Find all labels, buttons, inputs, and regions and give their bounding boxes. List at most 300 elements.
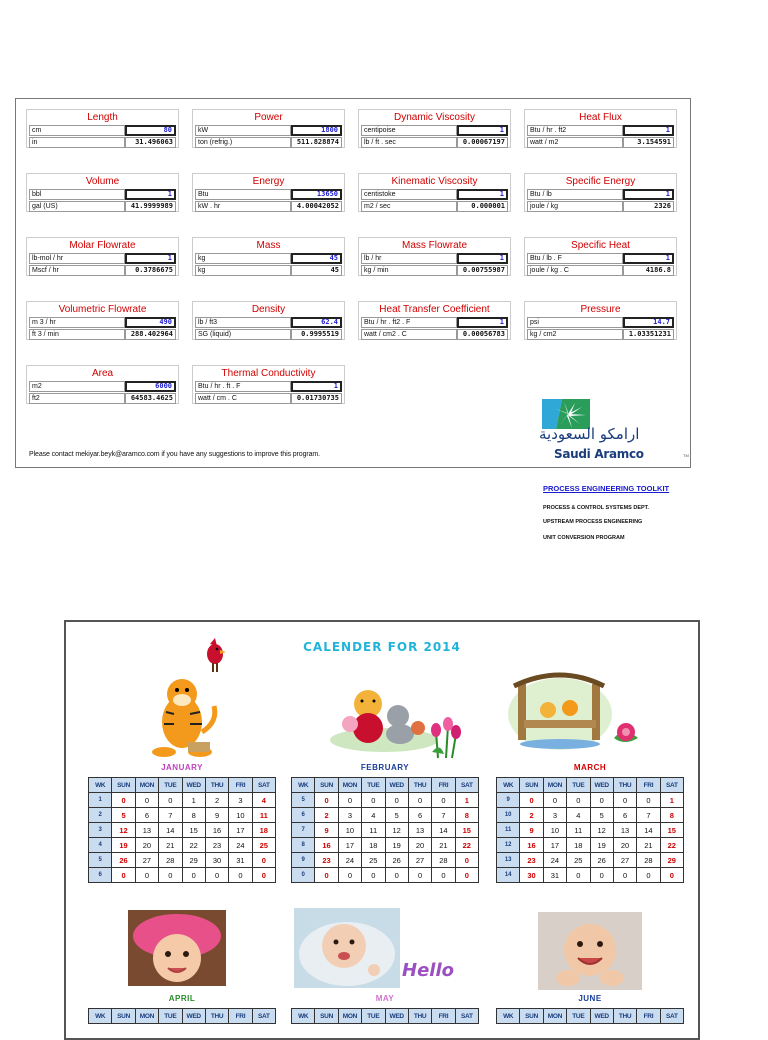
weekday-header: MON — [135, 778, 158, 793]
day-cell: 3 — [338, 808, 361, 823]
day-cell: 27 — [613, 853, 636, 868]
to-unit-select[interactable]: ft 3 / min — [29, 329, 125, 340]
day-cell: 11 — [252, 808, 275, 823]
from-value-input[interactable]: 1800 — [291, 125, 342, 136]
converted-value: 41.9999989 — [125, 201, 176, 212]
month-table — [88, 777, 276, 883]
conversion-title: Heat Flux — [579, 112, 622, 123]
day-cell: 0 — [315, 868, 338, 883]
conversion-box — [192, 301, 345, 340]
day-cell: 19 — [590, 838, 613, 853]
cardinal-bird-picture — [202, 638, 228, 674]
from-unit-select[interactable]: Btu / hr . ft . F — [195, 381, 291, 392]
month-table — [496, 777, 684, 883]
from-unit-select[interactable]: m2 — [29, 381, 125, 392]
conversion-title: Specific Heat — [571, 240, 630, 251]
conversion-box — [524, 173, 677, 212]
day-cell: 24 — [543, 853, 566, 868]
day-cell: 2 — [520, 808, 543, 823]
from-value-input[interactable]: 490 — [125, 317, 176, 328]
day-cell: 26 — [590, 853, 613, 868]
rose-flower-picture — [610, 718, 642, 748]
from-value-input[interactable]: 80 — [125, 125, 176, 136]
day-cell: 17 — [543, 838, 566, 853]
day-cell: 0 — [455, 853, 478, 868]
from-value-input[interactable]: 14.7 — [623, 317, 674, 328]
conversion-box — [26, 301, 179, 340]
from-unit-select[interactable]: lb / ft3 — [195, 317, 291, 328]
weekday-header: WK — [292, 778, 315, 793]
to-unit-select[interactable]: kg — [195, 265, 291, 276]
to-unit-select[interactable]: m2 / sec — [361, 201, 457, 212]
weekday-header: SAT — [660, 778, 683, 793]
weekday-header: TUE — [567, 1009, 590, 1024]
day-cell: 12 — [385, 823, 408, 838]
from-unit-select[interactable]: kg — [195, 253, 291, 264]
conversion-output-row — [527, 201, 674, 212]
day-cell: 19 — [112, 838, 135, 853]
day-cell: 0 — [135, 793, 158, 808]
week-row — [292, 838, 479, 853]
week-number: 1 — [89, 793, 112, 808]
day-cell: 26 — [112, 853, 135, 868]
calendar-panel — [64, 620, 700, 1040]
from-unit-select[interactable]: cm — [29, 125, 125, 136]
weekday-header: THU — [205, 1009, 228, 1024]
day-cell: 18 — [567, 838, 590, 853]
from-value-input[interactable]: 1 — [125, 253, 176, 264]
weekday-header: TUE — [567, 778, 590, 793]
day-cell: 1 — [455, 793, 478, 808]
conversion-output-row — [29, 201, 176, 212]
day-cell: 2 — [205, 793, 228, 808]
day-cell: 10 — [229, 808, 252, 823]
weekday-header: TUE — [159, 1009, 182, 1024]
day-cell: 0 — [229, 868, 252, 883]
day-cell: 8 — [182, 808, 205, 823]
weekday-header: THU — [613, 1009, 636, 1024]
day-cell: 0 — [637, 793, 660, 808]
day-cell: 0 — [660, 868, 683, 883]
from-value-input[interactable]: 1 — [623, 125, 674, 136]
from-value-input[interactable]: 62.4 — [291, 317, 342, 328]
day-cell: 17 — [338, 838, 361, 853]
conversion-title: Pressure — [580, 304, 621, 315]
week-row — [292, 853, 479, 868]
day-cell: 5 — [385, 808, 408, 823]
to-unit-select[interactable]: kW . hr — [195, 201, 291, 212]
conversion-box — [358, 301, 511, 340]
from-value-input[interactable]: 1 — [291, 381, 342, 392]
weekday-header: SUN — [520, 778, 543, 793]
conversion-output-row — [195, 137, 342, 148]
conversion-input-row — [527, 317, 674, 328]
day-cell: 13 — [135, 823, 158, 838]
day-cell: 0 — [362, 793, 385, 808]
conversion-output-row — [29, 329, 176, 340]
week-row — [292, 868, 479, 883]
week-row — [497, 868, 684, 883]
day-cell: 0 — [637, 868, 660, 883]
weekday-header: MON — [543, 1009, 566, 1024]
week-row — [89, 868, 276, 883]
day-cell: 18 — [252, 823, 275, 838]
day-cell: 0 — [362, 868, 385, 883]
day-cell: 25 — [362, 853, 385, 868]
day-cell: 0 — [159, 793, 182, 808]
conversion-input-row — [29, 381, 176, 392]
to-unit-select[interactable]: SG (liquid) — [195, 329, 291, 340]
weekday-header: FRI — [432, 778, 455, 793]
day-cell: 0 — [567, 793, 590, 808]
day-cell: 0 — [315, 793, 338, 808]
converted-value: 0.9995519 — [291, 329, 342, 340]
conversion-box — [26, 173, 179, 212]
converted-value: 4.00042052 — [291, 201, 342, 212]
from-value-input[interactable]: 1 — [623, 253, 674, 264]
conversion-output-row — [527, 265, 674, 276]
from-value-input[interactable]: 45 — [291, 253, 342, 264]
weekday-header: FRI — [637, 1009, 660, 1024]
month-name: FEBRUARY — [360, 763, 410, 772]
aramco-english-logo-text: Saudi Aramco — [554, 447, 644, 461]
to-unit-select[interactable]: joule / kg — [527, 201, 623, 212]
conversion-box — [192, 109, 345, 148]
day-cell: 24 — [338, 853, 361, 868]
week-number: 5 — [89, 853, 112, 868]
day-cell: 6 — [135, 808, 158, 823]
day-cell: 7 — [159, 808, 182, 823]
to-unit-select[interactable]: watt / m2 — [527, 137, 623, 148]
baby-in-blanket-photo — [294, 908, 400, 988]
week-row — [89, 838, 276, 853]
conversion-input-row — [195, 381, 342, 392]
day-cell: 12 — [590, 823, 613, 838]
day-cell: 23 — [205, 838, 228, 853]
conversion-input-row — [527, 189, 674, 200]
conversion-output-row — [195, 265, 342, 276]
day-cell: 0 — [613, 793, 636, 808]
dept-label: PROCESS & CONTROL SYSTEMS DEPT. — [543, 505, 649, 511]
baby-in-hat-photo — [128, 910, 226, 986]
toolkit-link[interactable]: PROCESS ENGINEERING TOOLKIT — [543, 484, 670, 493]
day-cell: 19 — [385, 838, 408, 853]
from-unit-select[interactable]: centipoise — [361, 125, 457, 136]
weekday-header: MON — [338, 1009, 361, 1024]
month-table — [291, 777, 479, 883]
conversion-title: Energy — [252, 176, 285, 187]
day-cell: 14 — [432, 823, 455, 838]
converted-value: 4186.8 — [623, 265, 674, 276]
day-cell: 22 — [182, 838, 205, 853]
conversion-title: Mass Flowrate — [401, 240, 467, 251]
weekday-header: WK — [292, 1009, 315, 1024]
weekday-header: MON — [543, 778, 566, 793]
week-row — [89, 793, 276, 808]
conversion-title: Volume — [85, 176, 120, 187]
day-cell: 0 — [112, 868, 135, 883]
from-unit-select[interactable]: m 3 / hr — [29, 317, 125, 328]
from-value-input[interactable]: 1 — [457, 317, 508, 328]
week-number: 7 — [292, 823, 315, 838]
day-cell: 31 — [229, 853, 252, 868]
day-cell: 0 — [205, 868, 228, 883]
day-cell: 28 — [159, 853, 182, 868]
weekday-header: SAT — [252, 1009, 275, 1024]
converted-value: 0.000001 — [457, 201, 508, 212]
weekday-header-row — [89, 1009, 276, 1024]
week-number: 4 — [89, 838, 112, 853]
week-number: 11 — [497, 823, 520, 838]
day-cell: 16 — [205, 823, 228, 838]
weekday-header: FRI — [229, 1009, 252, 1024]
to-unit-select[interactable]: gal (US) — [29, 201, 125, 212]
weekday-header-row — [292, 778, 479, 793]
day-cell: 8 — [660, 808, 683, 823]
from-value-input[interactable]: 13650 — [291, 189, 342, 200]
from-unit-select[interactable]: psi — [527, 317, 623, 328]
from-unit-select[interactable]: lb-mol / hr — [29, 253, 125, 264]
to-unit-select[interactable]: watt / cm . C — [195, 393, 291, 404]
day-cell: 21 — [637, 838, 660, 853]
conversion-output-row — [29, 393, 176, 404]
day-cell: 0 — [520, 793, 543, 808]
conversion-title: Length — [87, 112, 118, 123]
day-cell: 14 — [159, 823, 182, 838]
to-unit-select[interactable]: kg / cm2 — [527, 329, 623, 340]
to-unit-select[interactable]: joule / kg . C — [527, 265, 623, 276]
conversion-title: Heat Transfer Coefficient — [379, 304, 490, 315]
day-cell: 22 — [660, 838, 683, 853]
day-cell: 16 — [520, 838, 543, 853]
converted-value: 64583.4625 — [125, 393, 176, 404]
day-cell: 0 — [590, 793, 613, 808]
week-number: 2 — [89, 808, 112, 823]
from-unit-select[interactable]: bbl — [29, 189, 125, 200]
to-unit-select[interactable]: ton (refrig.) — [195, 137, 291, 148]
weekday-header: SAT — [252, 778, 275, 793]
from-value-input[interactable]: 6000 — [125, 381, 176, 392]
conversion-title: Thermal Conductivity — [221, 368, 316, 379]
day-cell: 20 — [613, 838, 636, 853]
conversion-box — [358, 109, 511, 148]
to-unit-select[interactable]: Mscf / hr — [29, 265, 125, 276]
week-row — [292, 823, 479, 838]
from-value-input[interactable]: 1 — [125, 189, 176, 200]
day-cell: 0 — [159, 868, 182, 883]
conversion-box — [26, 365, 179, 404]
weekday-header: WED — [385, 1009, 408, 1024]
from-unit-select[interactable]: lb / hr — [361, 253, 457, 264]
month-table — [496, 1008, 684, 1024]
hello-sticker: Hello — [402, 960, 454, 981]
weekday-header: SUN — [112, 778, 135, 793]
week-row — [497, 793, 684, 808]
week-number: 13 — [497, 853, 520, 868]
day-cell: 13 — [408, 823, 431, 838]
converted-value: 31.496063 — [125, 137, 176, 148]
conversion-output-row — [527, 137, 674, 148]
group-label: UPSTREAM PROCESS ENGINEERING — [543, 519, 643, 525]
conversion-box — [358, 173, 511, 212]
day-cell: 4 — [252, 793, 275, 808]
conversion-title: Dynamic Viscosity — [394, 112, 475, 123]
day-cell: 0 — [543, 793, 566, 808]
day-cell: 15 — [182, 823, 205, 838]
day-cell: 0 — [432, 793, 455, 808]
day-cell: 28 — [432, 853, 455, 868]
day-cell: 17 — [229, 823, 252, 838]
from-unit-select[interactable]: Btu — [195, 189, 291, 200]
conversion-output-row — [195, 329, 342, 340]
day-cell: 0 — [338, 868, 361, 883]
day-cell: 8 — [455, 808, 478, 823]
conversion-title: Kinematic Viscosity — [391, 176, 478, 187]
day-cell: 5 — [112, 808, 135, 823]
day-cell: 1 — [182, 793, 205, 808]
conversion-input-row — [361, 253, 508, 264]
conversion-input-row — [361, 189, 508, 200]
week-number: 9 — [497, 793, 520, 808]
from-unit-select[interactable]: centistoke — [361, 189, 457, 200]
day-cell: 0 — [567, 868, 590, 883]
to-unit-select[interactable]: lb / ft . sec — [361, 137, 457, 148]
from-value-input[interactable]: 1 — [457, 253, 508, 264]
weekday-header: SUN — [315, 778, 338, 793]
from-unit-select[interactable]: Btu / lb — [527, 189, 623, 200]
conversion-input-row — [195, 189, 342, 200]
conversion-box — [192, 365, 345, 404]
from-value-input[interactable]: 1 — [623, 189, 674, 200]
day-cell: 7 — [637, 808, 660, 823]
converted-value: 511.828874 — [291, 137, 342, 148]
from-unit-select[interactable]: kW — [195, 125, 291, 136]
conversion-output-row — [361, 201, 508, 212]
day-cell: 10 — [338, 823, 361, 838]
day-cell: 27 — [408, 853, 431, 868]
week-number: 3 — [89, 823, 112, 838]
to-unit-select[interactable]: in — [29, 137, 125, 148]
day-cell: 23 — [520, 853, 543, 868]
day-cell: 3 — [229, 793, 252, 808]
week-number: 10 — [497, 808, 520, 823]
weekday-header: WED — [590, 1009, 613, 1024]
week-row — [497, 853, 684, 868]
conversion-box — [192, 237, 345, 276]
day-cell: 27 — [135, 853, 158, 868]
from-unit-select[interactable]: Btu / hr . ft2 . F — [361, 317, 457, 328]
day-cell: 13 — [613, 823, 636, 838]
day-cell: 0 — [252, 868, 275, 883]
weekday-header: WED — [182, 778, 205, 793]
day-cell: 0 — [590, 868, 613, 883]
day-cell: 24 — [229, 838, 252, 853]
from-unit-select[interactable]: Btu / lb . F — [527, 253, 623, 264]
day-cell: 18 — [362, 838, 385, 853]
conversion-box — [26, 109, 179, 148]
weekday-header: TUE — [362, 778, 385, 793]
conversion-input-row — [29, 189, 176, 200]
weekday-header: SUN — [315, 1009, 338, 1024]
week-row — [292, 808, 479, 823]
day-cell: 9 — [205, 808, 228, 823]
from-value-input[interactable]: 1 — [457, 125, 508, 136]
weekday-header: THU — [408, 1009, 431, 1024]
weekday-header: WK — [89, 778, 112, 793]
day-cell: 0 — [182, 868, 205, 883]
program-label: UNIT CONVERSION PROGRAM — [543, 535, 625, 541]
conversion-input-row — [195, 317, 342, 328]
week-row — [292, 793, 479, 808]
week-number: 6 — [89, 868, 112, 883]
conversion-input-row — [29, 253, 176, 264]
weekday-header: MON — [135, 1009, 158, 1024]
month-name: MAY — [375, 994, 395, 1003]
weekday-header: WED — [385, 778, 408, 793]
day-cell: 0 — [613, 868, 636, 883]
converted-value: 1.03351231 — [623, 329, 674, 340]
converted-value: 288.402964 — [125, 329, 176, 340]
from-unit-select[interactable]: Btu / hr . ft2 — [527, 125, 623, 136]
weekday-header: THU — [408, 778, 431, 793]
conversion-title: Molar Flowrate — [69, 240, 136, 251]
pooh-bridge-picture — [504, 664, 616, 752]
day-cell: 29 — [660, 853, 683, 868]
day-cell: 0 — [408, 793, 431, 808]
weekday-header: FRI — [432, 1009, 455, 1024]
day-cell: 4 — [567, 808, 590, 823]
conversion-box — [524, 301, 677, 340]
day-cell: 0 — [385, 868, 408, 883]
trademark-mark: TM — [683, 453, 689, 458]
to-unit-select[interactable]: ft2 — [29, 393, 125, 404]
weekday-header-row — [497, 1009, 684, 1024]
converted-value: 2326 — [623, 201, 674, 212]
weekday-header-row — [497, 778, 684, 793]
to-unit-select[interactable]: kg / min — [361, 265, 457, 276]
day-cell: 3 — [543, 808, 566, 823]
day-cell: 2 — [315, 808, 338, 823]
week-number: 14 — [497, 868, 520, 883]
conversion-output-row — [29, 137, 176, 148]
conversion-title: Volumetric Flowrate — [58, 304, 147, 315]
weekday-header: MON — [338, 778, 361, 793]
conversion-output-row — [29, 265, 176, 276]
day-cell: 0 — [338, 793, 361, 808]
day-cell: 5 — [590, 808, 613, 823]
day-cell: 4 — [362, 808, 385, 823]
weekday-header: SAT — [455, 1009, 478, 1024]
day-cell: 0 — [455, 868, 478, 883]
to-unit-select[interactable]: watt / cm2 . C — [361, 329, 457, 340]
converted-value: 0.3786675 — [125, 265, 176, 276]
week-row — [89, 823, 276, 838]
day-cell: 9 — [315, 823, 338, 838]
day-cell: 11 — [362, 823, 385, 838]
weekday-header-row — [89, 778, 276, 793]
week-number: 0 — [292, 868, 315, 883]
conversion-output-row — [195, 201, 342, 212]
pooh-and-friends-picture — [328, 666, 440, 754]
weekday-header: SUN — [112, 1009, 135, 1024]
from-value-input[interactable]: 1 — [457, 189, 508, 200]
day-cell: 0 — [408, 868, 431, 883]
weekday-header: FRI — [229, 778, 252, 793]
aramco-arabic-logo-text: ارامكو السعودية — [539, 425, 640, 443]
month-name: JUNE — [578, 994, 602, 1003]
day-cell: 1 — [660, 793, 683, 808]
converted-value: 0.01730735 — [291, 393, 342, 404]
